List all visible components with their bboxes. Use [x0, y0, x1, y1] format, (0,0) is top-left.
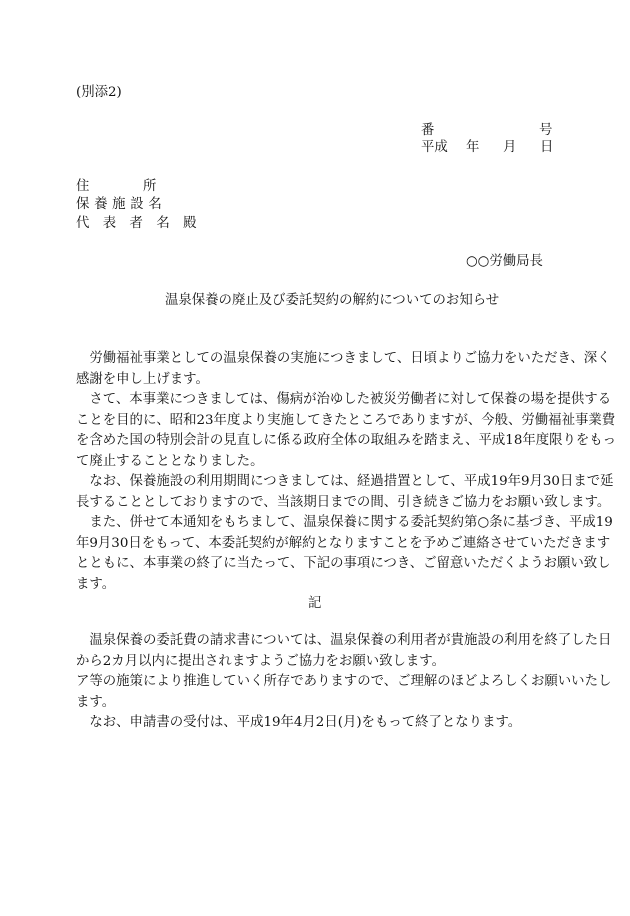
date-month-label: 月	[503, 140, 517, 155]
number-label: 番	[421, 123, 435, 138]
ki-heading: 記	[308, 596, 322, 611]
sender-name: ○○労働局長	[466, 254, 543, 269]
notes-text	[76, 631, 612, 734]
date-year-label: 年	[466, 140, 480, 155]
notes-line: なお、申請書の受付は、平成19年4月2日(月)をもって終了となります。	[76, 715, 522, 730]
body-line: を含めた国の特別会計の見直しに係る政府全体の取組みを踏まえ、平成18年度限りをもっ	[76, 433, 617, 448]
addressee-representative: 代 表 者 名 殿	[76, 216, 197, 231]
date-day-label: 日	[540, 140, 554, 155]
body-line: さて、本事業につきましては、傷病が治ゆした被災労働者に対して保養の場を提供する	[76, 392, 612, 407]
body-line: 長することとしておりますので、当該期日までの間、引き続きご協力をお願い致します。	[76, 494, 611, 510]
body-line: 感謝を申し上げます。	[76, 371, 209, 387]
body-line: 労働福祉事業としての温泉保養の実施につきまして、日頃よりご協力をいただき、深く	[76, 351, 611, 366]
body-line: とともに、本事業の終了に当たって、下記の事項につき、ご留意いただくようお願い致し	[76, 556, 611, 571]
body-text	[76, 349, 617, 595]
notes-line: ア等の施策により推進していく所存でありますので、ご理解のほどよろしくお願いいたし	[76, 674, 612, 689]
body-line: ことを目的に、昭和23年度より実施してきたところでありますが、今般、労働福祉事業費	[76, 412, 616, 428]
body-line: て廃止することとなりました。	[76, 453, 264, 469]
attachment-label: (別添2)	[76, 85, 122, 100]
body-line: 年9月30日をもって、本委託契約が解約となりますことを予めご連絡させていただきます	[76, 535, 611, 551]
body-line: なお、保養施設の利用期間につきましては、経過措置として、平成19年9月30日まで延	[76, 474, 614, 489]
date-era: 平成	[421, 140, 448, 155]
notes-line: から2カ月以内に提出されますようご協力をお願い致します。	[76, 653, 445, 669]
addressee-facility: 保養施設名	[76, 197, 167, 212]
addressee-address: 住 所	[76, 179, 157, 194]
number-suffix: 号	[539, 123, 553, 138]
body-line: ます。	[76, 576, 116, 592]
notes-line: ます。	[76, 694, 116, 710]
document-title: 温泉保養の廃止及び委託契約の解約についてのお知らせ	[165, 293, 500, 308]
body-line: また、併せて本通知をもちまして、温泉保養に関する委託契約第○条に基づき、平成19	[76, 515, 613, 530]
notes-line: 温泉保養の委託費の請求書については、温泉保養の利用者が貴施設の利用を終了した日	[76, 633, 612, 648]
